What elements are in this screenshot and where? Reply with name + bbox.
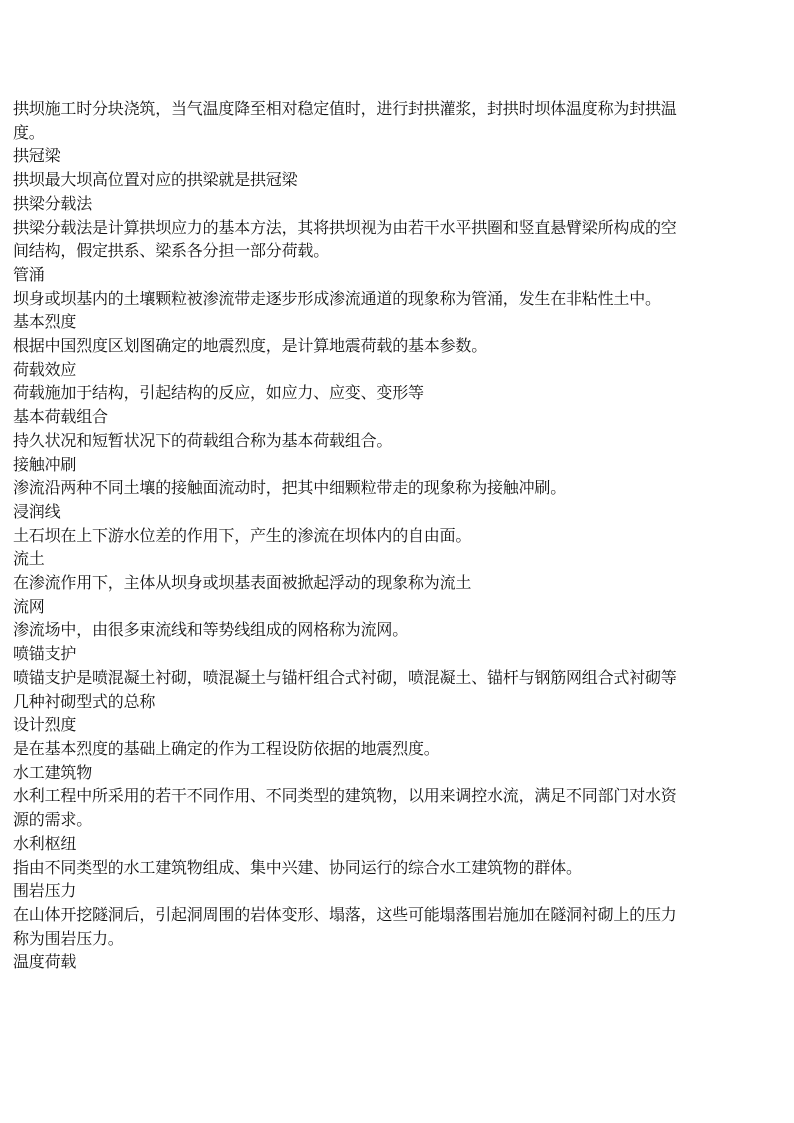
term-heading: 拱冠梁 — [13, 146, 61, 166]
document-line: 渗流场中，由很多束流线和等势线组成的网格称为流网。 — [13, 620, 409, 640]
term-heading: 围岩压力 — [13, 881, 77, 901]
document-line: 在渗流作用下，主体从坝身或坝基表面被掀起浮动的现象称为流土 — [13, 573, 472, 593]
term-heading: 喷锚支护 — [13, 644, 77, 664]
document-page — [0, 97, 794, 974]
document-line: 水利工程中所采用的若干不同作用、不同类型的建筑物，以用来调控水流，满足不同部门对水资 — [13, 786, 677, 806]
document-line: 喷锚支护是喷混凝土衬砌，喷混凝土与锚杆组合式衬砌，喷混凝土、锚杆与钢筋网组合式衬砌等 — [13, 667, 677, 687]
document-line: 几种衬砌型式的总称 — [13, 691, 156, 711]
document-line: 间结构，假定拱系、梁系各分担一部分荷载。 — [13, 241, 330, 261]
document-line: 根据中国烈度区划图确定的地震烈度，是计算地震荷载的基本参数。 — [13, 336, 488, 356]
document-line: 源的需求。 — [13, 810, 93, 830]
term-heading: 基本荷载组合 — [13, 407, 108, 427]
term-heading: 流土 — [13, 549, 45, 569]
document-line: 在山体开挖隧洞后，引起洞周围的岩体变形、塌落，这些可能塌落围岩施加在隧洞衬砌上的压力 — [13, 904, 677, 924]
term-heading: 管涌 — [13, 264, 45, 284]
document-line: 拱坝最大坝高位置对应的拱梁就是拱冠梁 — [13, 170, 298, 190]
document-line: 称为围岩压力。 — [13, 928, 124, 948]
term-heading: 设计烈度 — [13, 715, 77, 735]
term-heading: 拱梁分载法 — [13, 193, 93, 213]
term-heading: 荷载效应 — [13, 359, 77, 379]
document-line: 拱坝施工时分块浇筑，当气温度降至相对稳定值时，进行封拱灌浆，封拱时坝体温度称为封拱温 — [13, 99, 677, 118]
document-line: 渗流沿两种不同土壤的接触面流动时，把其中细颗粒带走的现象称为接触冲刷。 — [13, 478, 567, 498]
document-line: 度。 — [13, 122, 45, 142]
document-line: 持久状况和短暂状况下的荷载组合称为基本荷载组合。 — [13, 430, 393, 450]
term-heading: 水工建筑物 — [13, 762, 93, 782]
term-heading: 流网 — [13, 596, 45, 616]
document-line: 荷载施加于结构，引起结构的反应，如应力、应变、变形等 — [13, 383, 424, 403]
document-line: 土石坝在上下游水位差的作用下，产生的渗流在坝体内的自由面。 — [13, 525, 472, 545]
term-heading: 水利枢纽 — [13, 833, 77, 853]
term-heading: 温度荷载 — [13, 952, 77, 972]
document-line: 指由不同类型的水工建筑物组成、集中兴建、协同运行的综合水工建筑物的群体。 — [13, 857, 582, 877]
document-line: 是在基本烈度的基础上确定的作为工程设防依据的地震烈度。 — [13, 738, 440, 758]
term-heading: 接触冲刷 — [13, 454, 77, 474]
term-heading: 基本烈度 — [13, 312, 77, 332]
term-heading: 浸润线 — [13, 501, 61, 521]
document-line: 拱梁分载法是计算拱坝应力的基本方法，其将拱坝视为由若干水平拱圈和竖直悬臂梁所构成的空 — [13, 217, 677, 237]
document-line: 坝身或坝基内的土壤颗粒被渗流带走逐步形成渗流通道的现象称为管涌，发生在非粘性土中。 — [13, 288, 661, 308]
